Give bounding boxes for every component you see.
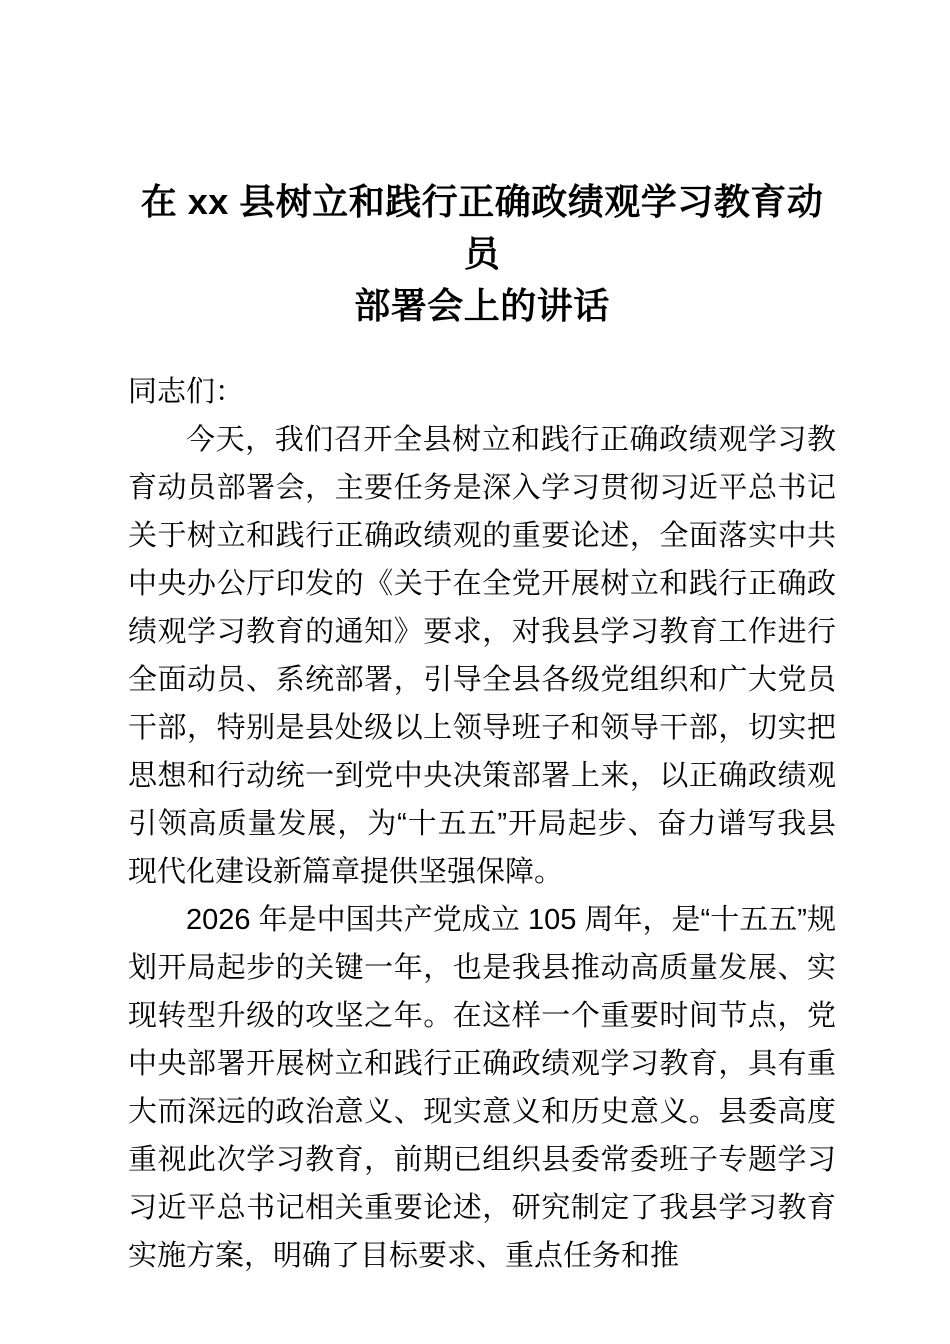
page-title-line-1: 在 xx 县树立和践行正确政绩观学习教育动员 <box>140 181 824 274</box>
body-paragraph-2: 2026 年是中国共产党成立 105 周年，是“十五五”规划开局起步的关键一年，也是我县推动高质量发展、实现转型升级的攻坚之年。在这样一个重要时间节点，党中央部署开展树立和践行正确政绩观学习教育，具有重大而深远的政治意义、现实意义和历史意义。县委高度重视此次学习教育，前期已组织县委常委班子专题学习习近平总书记相关重要论述，研究制定了我县学习教育实施方案，明确了目标要求、重点任务和推 <box>128 904 836 1272</box>
salutation: 同志们： <box>128 376 245 408</box>
page-title <box>128 0 836 332</box>
page-title-line-2: 部署会上的讲话 <box>354 285 610 326</box>
body-paragraph-1: 今天，我们召开全县树立和践行正确政绩观学习教育动员部署会，主要任务是深入学习贯彻习近平总书记关于树立和践行正确政绩观的重要论述，全面落实中共中央办公厅印发的《关于在全党开展树立和践行正确政绩观学习教育的通知》要求，对我县学习教育工作进行全面动员、系统部署，引导全县各级党组织和广大党员干部，特别是县处级以上领导班子和领导干部，切实把思想和行动统一到党中央决策部署上来，以正确政绩观引领高质量发展，为“十五五”开局起步、奋力谱写我县现代化建设新篇章提供坚强保障。 <box>128 424 836 888</box>
document-text-column <box>128 0 836 1280</box>
